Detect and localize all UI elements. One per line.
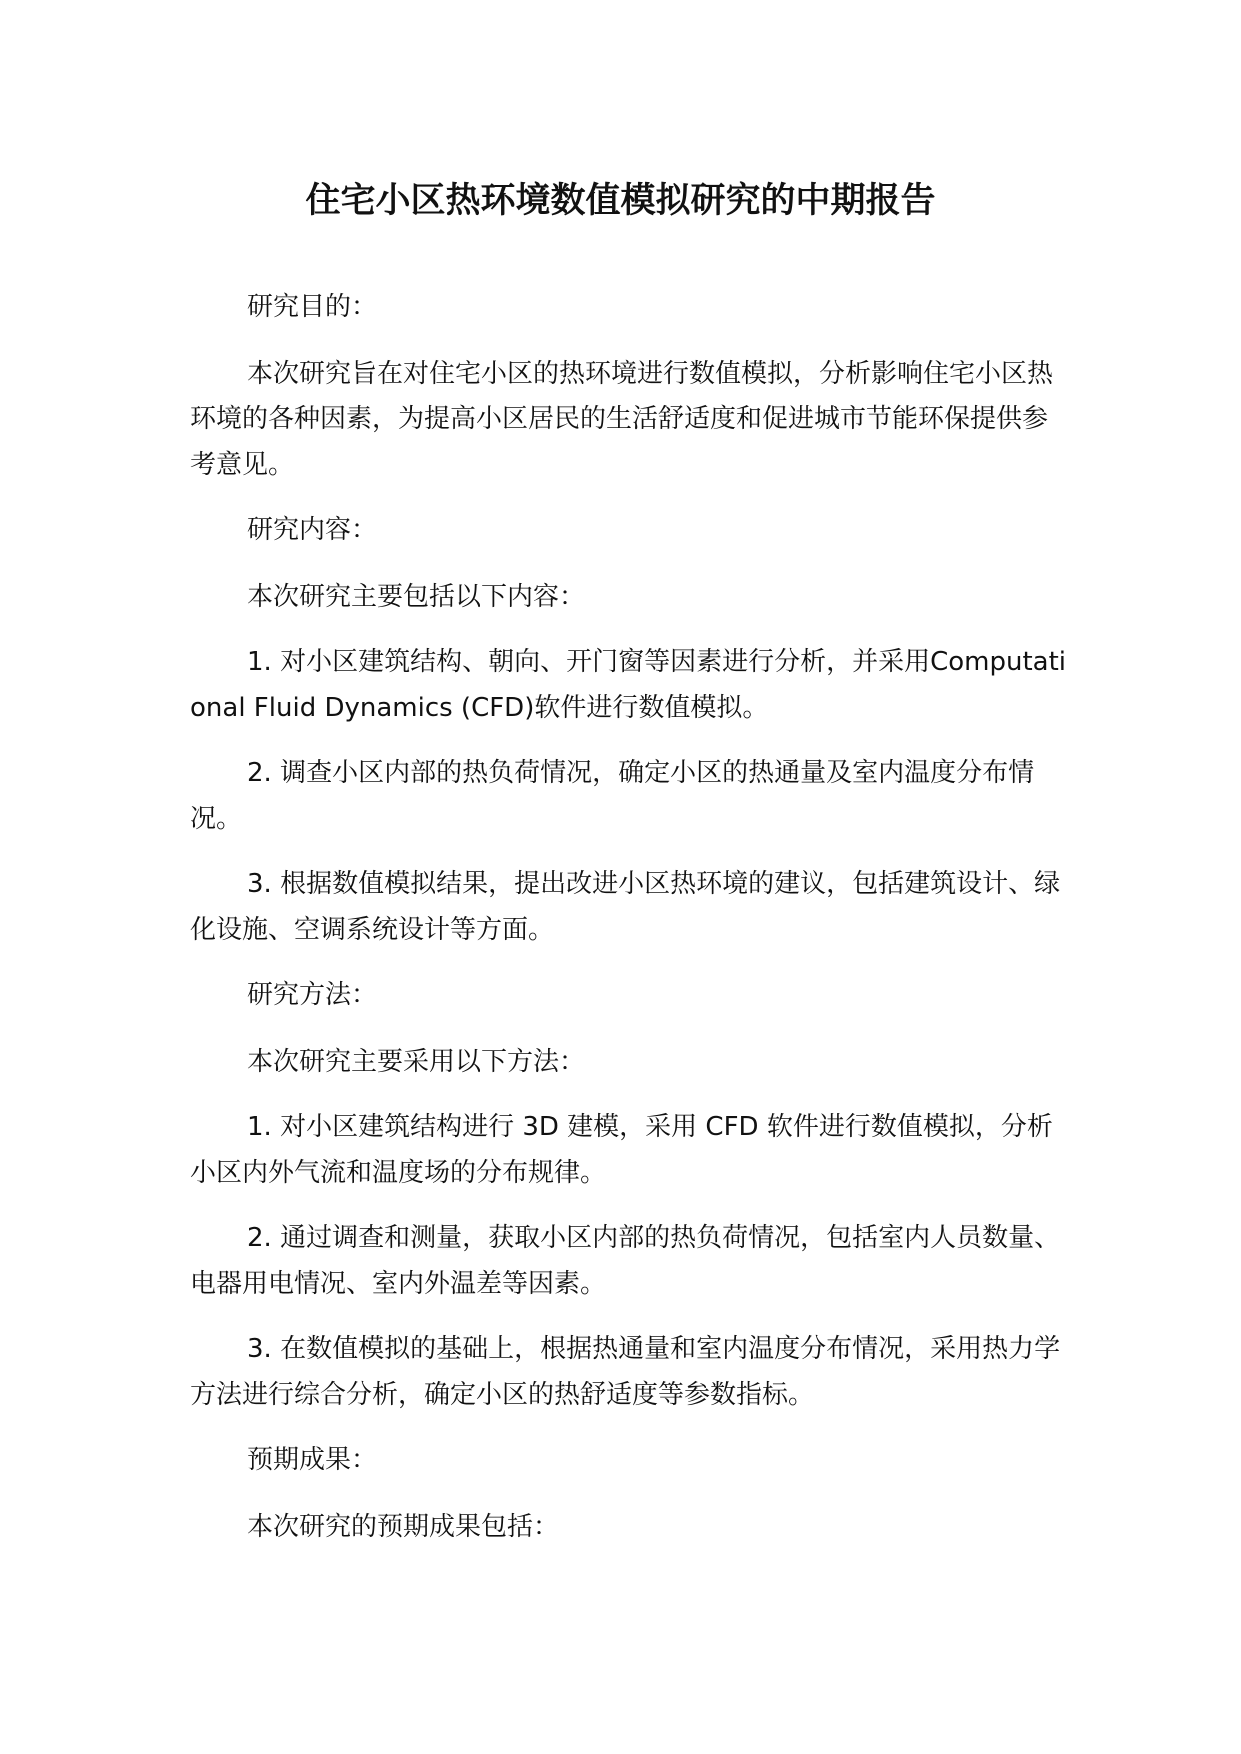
list-item-method-2: 2. 通过调查和测量，获取小区内部的热负荷情况，包括室内人员数量、电器用电情况、室内外温差等因素。 [190, 1223, 1061, 1299]
document-title: 住宅小区热环境数值模拟研究的中期报告 [305, 181, 936, 221]
list-item-content-3: 3. 根据数值模拟结果，提出改进小区热环境的建议，包括建筑设计、绿化设施、空调系统设计等方面。 [190, 869, 1061, 945]
section-heading-method: 研究方法： [247, 980, 378, 1010]
paragraph-content-intro: 本次研究主要包括以下内容： [247, 581, 586, 612]
list-item-method-3: 3. 在数值模拟的基础上，根据热通量和室内温度分布情况，采用热力学方法进行综合分析，确定小区的热舒适度等参数指标。 [190, 1334, 1061, 1410]
list-item-method-1: 1. 对小区建筑结构进行 3D 建模，采用 CFD 软件进行数值模拟，分析小区内外气流和温度场的分布规律。 [190, 1112, 1053, 1188]
paragraph-purpose: 本次研究旨在对住宅小区的热环境进行数值模拟，分析影响住宅小区热环境的各种因素，为提高小区居民的生活舒适度和促进城市节能环保提供参考意见。 [190, 358, 1054, 480]
document-body [190, 285, 1070, 1570]
paragraph-results-intro: 本次研究的预期成果包括： [247, 1511, 560, 1542]
list-item-content-1: 1. 对小区建筑结构、朝向、开门窗等因素进行分析，并采用Computational Fluid Dynamics (CFD)软件进行数值模拟。 [190, 647, 1066, 723]
paragraph-method-intro: 本次研究主要采用以下方法： [247, 1046, 586, 1077]
list-item-content-2: 2. 调查小区内部的热负荷情况，确定小区的热通量及室内温度分布情况。 [190, 758, 1035, 834]
section-heading-content: 研究内容： [247, 515, 378, 545]
section-heading-purpose: 研究目的： [247, 292, 378, 322]
section-heading-results: 预期成果： [247, 1445, 378, 1475]
